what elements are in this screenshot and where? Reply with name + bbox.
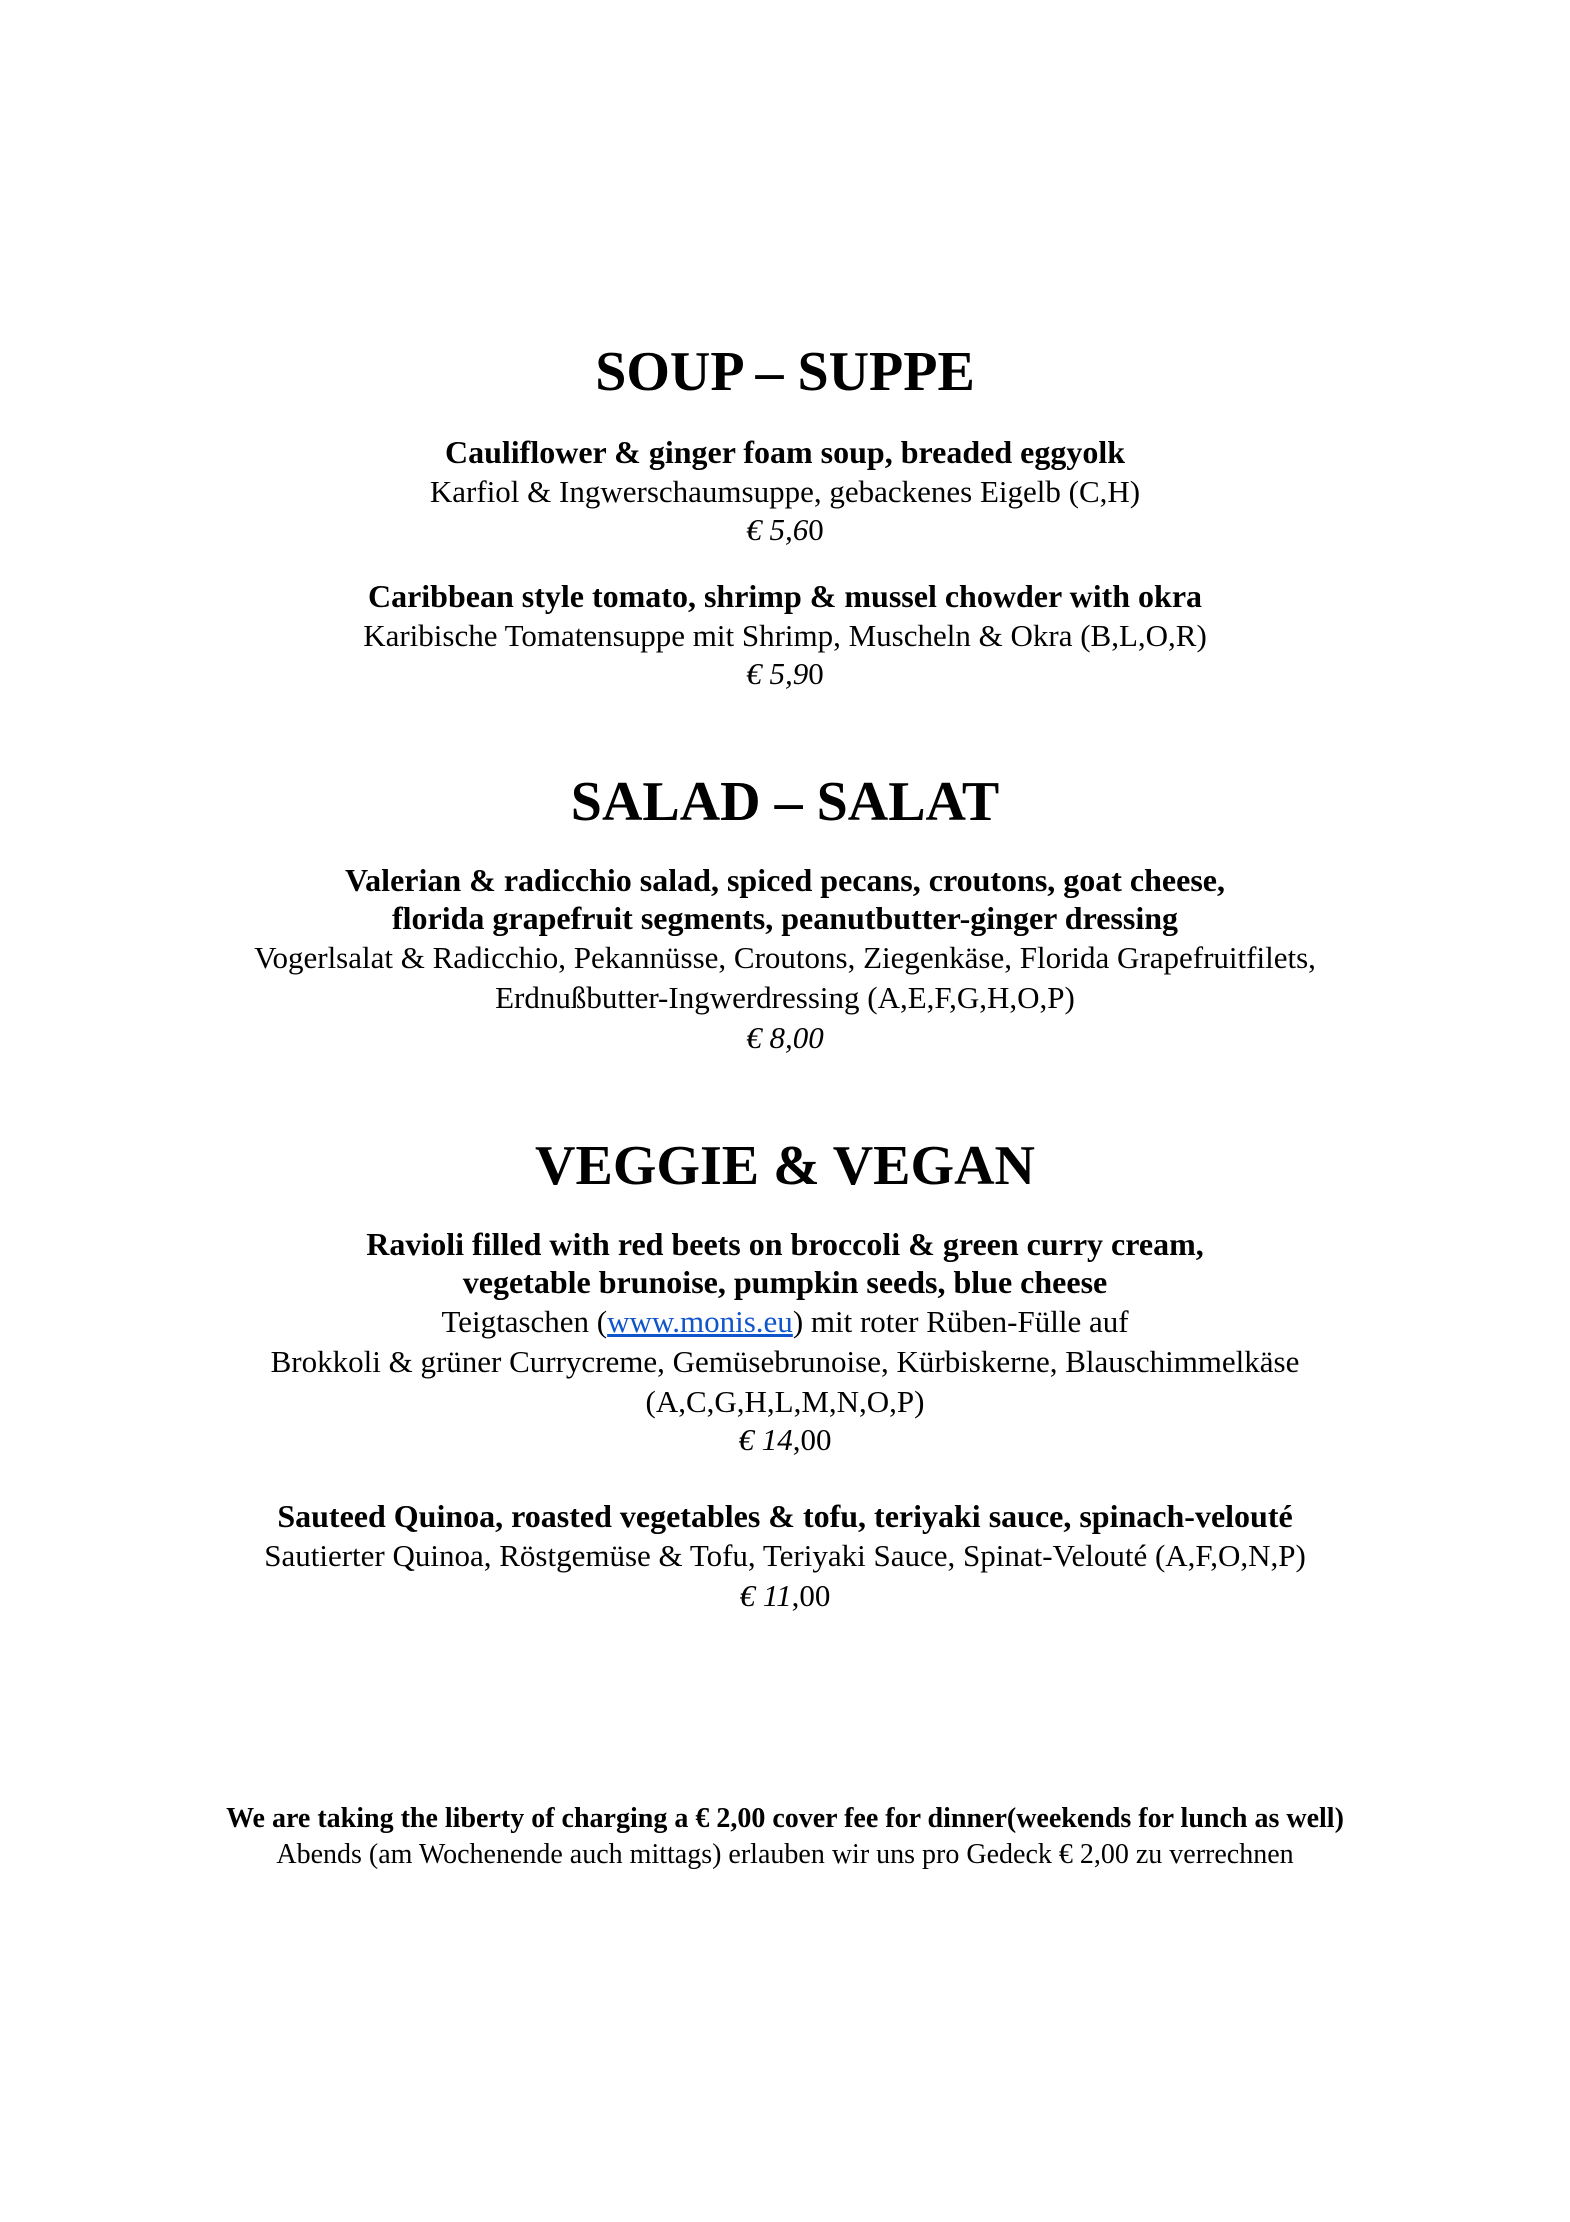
soup-1-price-rest: 0: [808, 512, 824, 547]
soup-2-english: Caribbean style tomato, shrimp & mussel chowder with okra: [367, 578, 1203, 614]
veggie-2-price: [0, 1576, 1570, 1616]
veggie-2-english: Sauteed Quinoa, roasted vegetables & tofu, teriyaki sauce, spinach-velouté: [277, 1498, 1293, 1534]
soup-2-price-rest: 0: [808, 656, 824, 691]
soup-2-german: Karibische Tomatensuppe mit Shrimp, Muscheln & Okra (B,L,O,R): [363, 618, 1207, 653]
veggie-2-price-italic: € 11: [739, 1578, 792, 1613]
section-title-soup: SOUP – SUPPE: [595, 341, 975, 403]
cover-fee-note-english: We are taking the liberty of charging a € 2,00 cover fee for dinner(weekends for lunch as well): [226, 1803, 1344, 1834]
veggie-2-price-rest: ,00: [791, 1578, 831, 1613]
monis-website-link[interactable]: www.monis.eu: [607, 1304, 793, 1339]
salad-1-german-line2: Erdnußbutter-Ingwerdressing (A,E,F,G,H,O,P): [495, 980, 1075, 1015]
veggie-1-price-rest: ,00: [792, 1422, 832, 1457]
section-title-salad: SALAD – SALAT: [570, 771, 1000, 833]
soup-2-price-italic: € 5,9: [746, 656, 809, 691]
veggie-1-german-line1-post: ) mit roter Rüben-Fülle auf: [792, 1304, 1129, 1339]
veggie-1-english-line1: Ravioli filled with red beets on broccoli & green curry cream,: [366, 1226, 1204, 1262]
veggie-1-price-italic: € 14: [738, 1422, 793, 1457]
veggie-1-german-line2: Brokkoli & grüner Currycreme, Gemüsebrunoise, Kürbiskerne, Blauschimmelkäse: [270, 1344, 1300, 1379]
soup-1-english: Cauliflower & ginger foam soup, breaded eggyolk: [444, 434, 1125, 470]
veggie-2-german: Sautierter Quinoa, Röstgemüse & Tofu, Teriyaki Sauce, Spinat-Velouté (A,F,O,N,P): [264, 1538, 1306, 1573]
veggie-1-price: [0, 1420, 1570, 1460]
cover-fee-note-german: Abends (am Wochenende auch mittags) erlauben wir uns pro Gedeck € 2,00 zu verrechnen: [276, 1839, 1294, 1870]
veggie-1-allergens: (A,C,G,H,L,M,N,O,P): [645, 1384, 925, 1419]
salad-1-german-line1: Vogerlsalat & Radicchio, Pekannüsse, Croutons, Ziegenkäse, Florida Grapefruitfilets,: [254, 940, 1316, 975]
veggie-1-german-line1-pre: Teigtaschen (: [441, 1304, 608, 1339]
soup-1-german: Karfiol & Ingwerschaumsuppe, gebackenes Eigelb (C,H): [429, 474, 1141, 509]
section-title-veggie: VEGGIE & VEGAN: [535, 1135, 1035, 1197]
salad-1-price: [0, 1018, 1570, 1058]
salad-1-english-line2: florida grapefruit segments, peanutbutter-ginger dressing: [391, 900, 1179, 936]
veggie-1-german-line1: [0, 1302, 1570, 1342]
salad-1-english-line1: Valerian & radicchio salad, spiced pecans, croutons, goat cheese,: [345, 862, 1225, 898]
soup-1-price-italic: € 5,6: [746, 512, 809, 547]
soup-2-price: [0, 654, 1570, 694]
veggie-1-english-line2: vegetable brunoise, pumpkin seeds, blue cheese: [462, 1264, 1108, 1300]
soup-1-price: [0, 510, 1570, 550]
salad-1-price-italic: € 8,00: [746, 1020, 824, 1055]
